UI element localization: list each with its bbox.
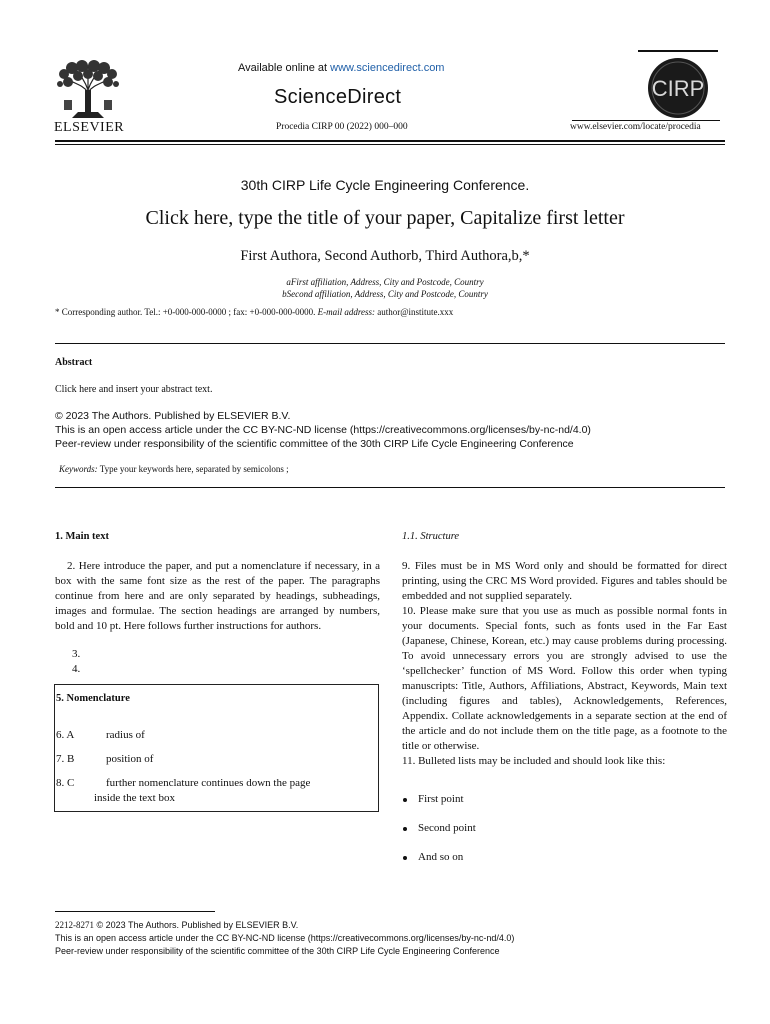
nomenclature-symbol: 7. B (56, 753, 75, 765)
main-text-paragraph (55, 559, 380, 634)
license-line: This is an open access article under the CC BY-NC-ND license (https://creativecommons.org/licenses/by-nc-nd/4.0) (55, 424, 591, 436)
nomenclature-definition: radius of (106, 729, 145, 741)
affiliation-a: aFirst affiliation, Address, City and Postcode, Country (286, 277, 484, 287)
keywords-label: Keywords: (59, 464, 98, 474)
header-rule-top (638, 50, 718, 52)
numbered-item-3: 3. (72, 648, 81, 660)
email-address[interactable]: author@institute.xxx (375, 307, 454, 317)
keywords-text: Type your keywords here, separated by semicolons ; (97, 464, 289, 474)
issn: 2212-8271 (55, 920, 94, 930)
paragraph-10: 10. Please make sure that you use as much as possible normal fonts in your documents. Special fonts, such as fonts used in the Far East (Japanese, Chinese, Korean, etc.) may cause problems during processing. To avoid unnecessary errors you are strongly advised to use the ‘spellchecker’ function of MS Word. Follow this order when typing manuscripts: Title, Authors, Affiliations, Abstract, Keywords, Main text (including figures and tables), Acknowledgements, References, Appendix. Collate acknowledgements in a separate section at the end of the article and do not include them on the title page, as a footnote to the title or otherwise. (402, 605, 727, 752)
nomenclature-symbol: 6. A (56, 729, 75, 741)
cirp-logo-text: CIRP (651, 76, 705, 101)
sciencedirect-brand: ScienceDirect (274, 86, 402, 108)
paper-title: Click here, type the title of your paper, Capitalize first letter (145, 207, 625, 229)
nomenclature-definition: further nomenclature continues down the page (106, 777, 311, 789)
section-heading-main-text: 1. Main text (55, 531, 109, 542)
corresponding-text: * Corresponding author. Tel.: +0-000-000-0000 ; fax: +0-000-000-0000. (55, 307, 316, 317)
footer-license-line: This is an open access article under the CC BY-NC-ND license (https://creativecommons.org/licenses/by-nc-nd/4.0) (55, 933, 515, 943)
journal-citation: Procedia CIRP 00 (2022) 000–000 (276, 122, 408, 132)
copyright-block (55, 409, 591, 451)
email-label: E-mail address: (317, 307, 375, 317)
footer-copyright: © 2023 The Authors. Published by ELSEVIER B.V. (94, 920, 299, 930)
footer-notice (55, 919, 514, 958)
paragraph-9: 9. Files must be in MS Word only and should be formatted for direct printing, using the CRC MS Word provided. Figures and tables should be embedded and not supplied separately. (402, 560, 727, 602)
journal-url[interactable]: www.elsevier.com/locate/procedia (570, 122, 701, 132)
nomenclature-symbol: 8. C (56, 777, 75, 789)
copyright-line: © 2023 The Authors. Published by ELSEVIER B.V. (55, 410, 291, 422)
affiliation-b: bSecond affiliation, Address, City and Postcode, Country (282, 289, 488, 299)
bullet-icon (403, 798, 407, 802)
cirp-logo (638, 56, 718, 120)
footer-peer-review-line: Peer-review under responsibility of the scientific committee of the 30th CIRP Life Cycle Engineering Conference (55, 946, 500, 956)
header-rule-bottom-1 (55, 140, 725, 142)
nomenclature-title: 5. Nomenclature (56, 693, 130, 704)
abstract-text: Click here and insert your abstract text. (55, 384, 213, 395)
author-list: First Authora, Second Authorb, Third Authora,b,* (240, 248, 530, 264)
elsevier-wordmark: ELSEVIER (54, 120, 125, 135)
paragraph-11: 11. Bulleted lists may be included and should look like this: (402, 755, 666, 767)
keywords (59, 464, 289, 474)
bullet-icon (403, 856, 407, 860)
corresponding-author (55, 307, 453, 317)
paragraph-2: 2. Here introduce the paper, and put a nomenclature if necessary, in a box with the same font size as the rest of the paper. The paragraphs continue from here and are only separated by headings, subheadings, images and formulae. The section headings are arranged by numbers, bold and 10 pt. Here follows further instructions for authors. (55, 560, 380, 632)
bullet-item: Second point (418, 822, 476, 834)
nomenclature-definition: position of (106, 753, 154, 765)
peer-review-line: Peer-review under responsibility of the scientific committee of the 30th CIRP Life Cycle Engineering Conference (55, 438, 574, 450)
abstract-rule-bottom (55, 487, 725, 488)
header-rule-bottom-2 (55, 144, 725, 145)
sciencedirect-link[interactable]: www.sciencedirect.com (330, 62, 445, 74)
abstract-heading: Abstract (55, 357, 93, 368)
footer-copyright-line (55, 919, 514, 932)
subsection-heading-structure: 1.1. Structure (402, 531, 460, 542)
footer-rule (55, 911, 215, 912)
available-online (238, 62, 444, 74)
conference-name: 30th CIRP Life Cycle Engineering Conference. (240, 177, 530, 193)
bullet-icon (403, 827, 407, 831)
available-prefix: Available online at (238, 62, 331, 74)
header-rule-mid (572, 120, 720, 121)
bullet-item: First point (418, 793, 464, 805)
abstract-rule-top (55, 343, 725, 344)
numbered-item-4: 4. (72, 663, 81, 675)
bullet-item: And so on (418, 851, 464, 863)
structure-paragraphs (402, 559, 727, 769)
nomenclature-definition-continued: inside the text box (94, 792, 175, 804)
